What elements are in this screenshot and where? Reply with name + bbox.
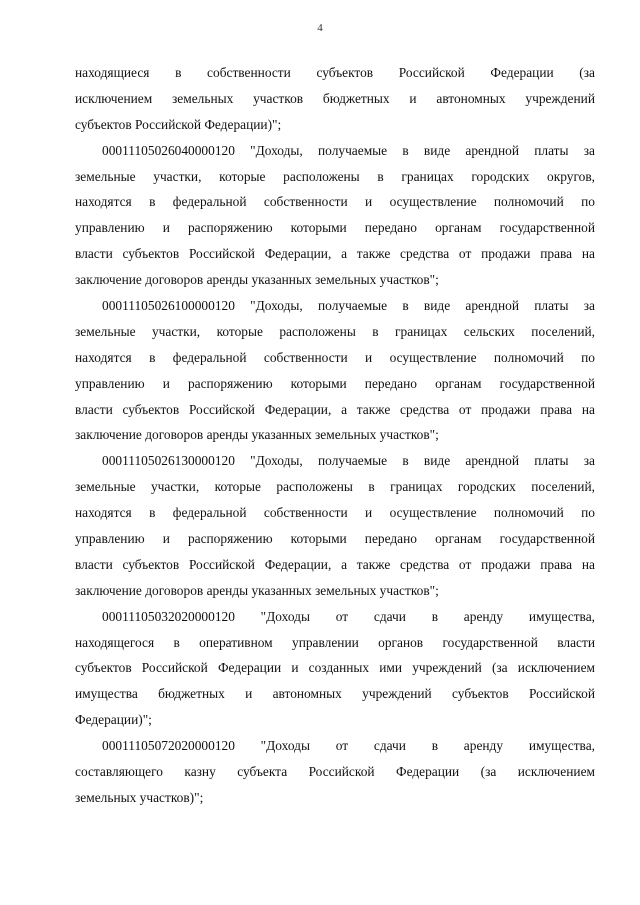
text-line: 00011105026040000120 "Доходы, получаемые в виде арендной платы за [102,142,595,158]
text-line: субъектов Российской Федерации)"; [75,116,282,132]
text-line: находятся в федеральной собственности и осуществление полномочий по [75,194,595,210]
text-line: Федерации)"; [75,712,152,728]
text-line: заключение договоров аренды указанных земельных участков"; [75,272,439,288]
text-line: земельные участки, которые расположены в границах сельских поселений, [75,323,595,339]
text-line: 00011105072020000120 "Доходы от сдачи в аренду имущества, [102,738,595,754]
text-line: 00011105032020000120 "Доходы от сдачи в аренду имущества, [102,608,595,624]
text-line: земельных участков)"; [75,789,204,805]
text-line: власти субъектов Российской Федерации, а также средства от продажи права на [75,556,595,572]
text-line: составляющего казну субъекта Российской Федерации (за исключением [75,764,595,780]
text-line: земельные участки, которые расположены в границах городских округов, [75,168,595,184]
text-line: заключение договоров аренды указанных земельных участков"; [75,427,439,443]
text-line: субъектов Российской Федерации и созданных ими учреждений (за исключением [75,660,595,676]
text-line: заключение договоров аренды указанных земельных участков"; [75,582,439,598]
page-number: 4 [317,22,323,34]
text-line: находятся в федеральной собственности и осуществление полномочий по [75,505,595,521]
text-line: управлению и распоряжению которыми передано органам государственной [75,220,595,236]
text-line: власти субъектов Российской Федерации, а также средства от продажи права на [75,401,595,417]
text-line: управлению и распоряжению которыми передано органам государственной [75,531,595,547]
text-line: земельные участки, которые расположены в границах городских поселений, [75,479,595,495]
text-line: управлению и распоряжению которыми передано органам государственной [75,375,595,391]
text-line: имущества бюджетных и автономных учреждений субъектов Российской [75,686,595,702]
text-line: власти субъектов Российской Федерации, а также средства от продажи права на [75,246,595,262]
text-line: находящиеся в собственности субъектов Российской Федерации (за [75,65,595,80]
text-line: находящегося в оперативном управлении органов государственной власти [75,634,595,650]
text-line: 00011105026100000120 "Доходы, получаемые в виде арендной платы за [102,298,595,314]
document-body [75,60,595,811]
text-line: находятся в федеральной собственности и осуществление полномочий по [75,349,595,365]
text-line: исключением земельных участков бюджетных и автономных учреждений [75,90,595,106]
text-line: 00011105026130000120 "Доходы, получаемые в виде арендной платы за [102,453,595,469]
